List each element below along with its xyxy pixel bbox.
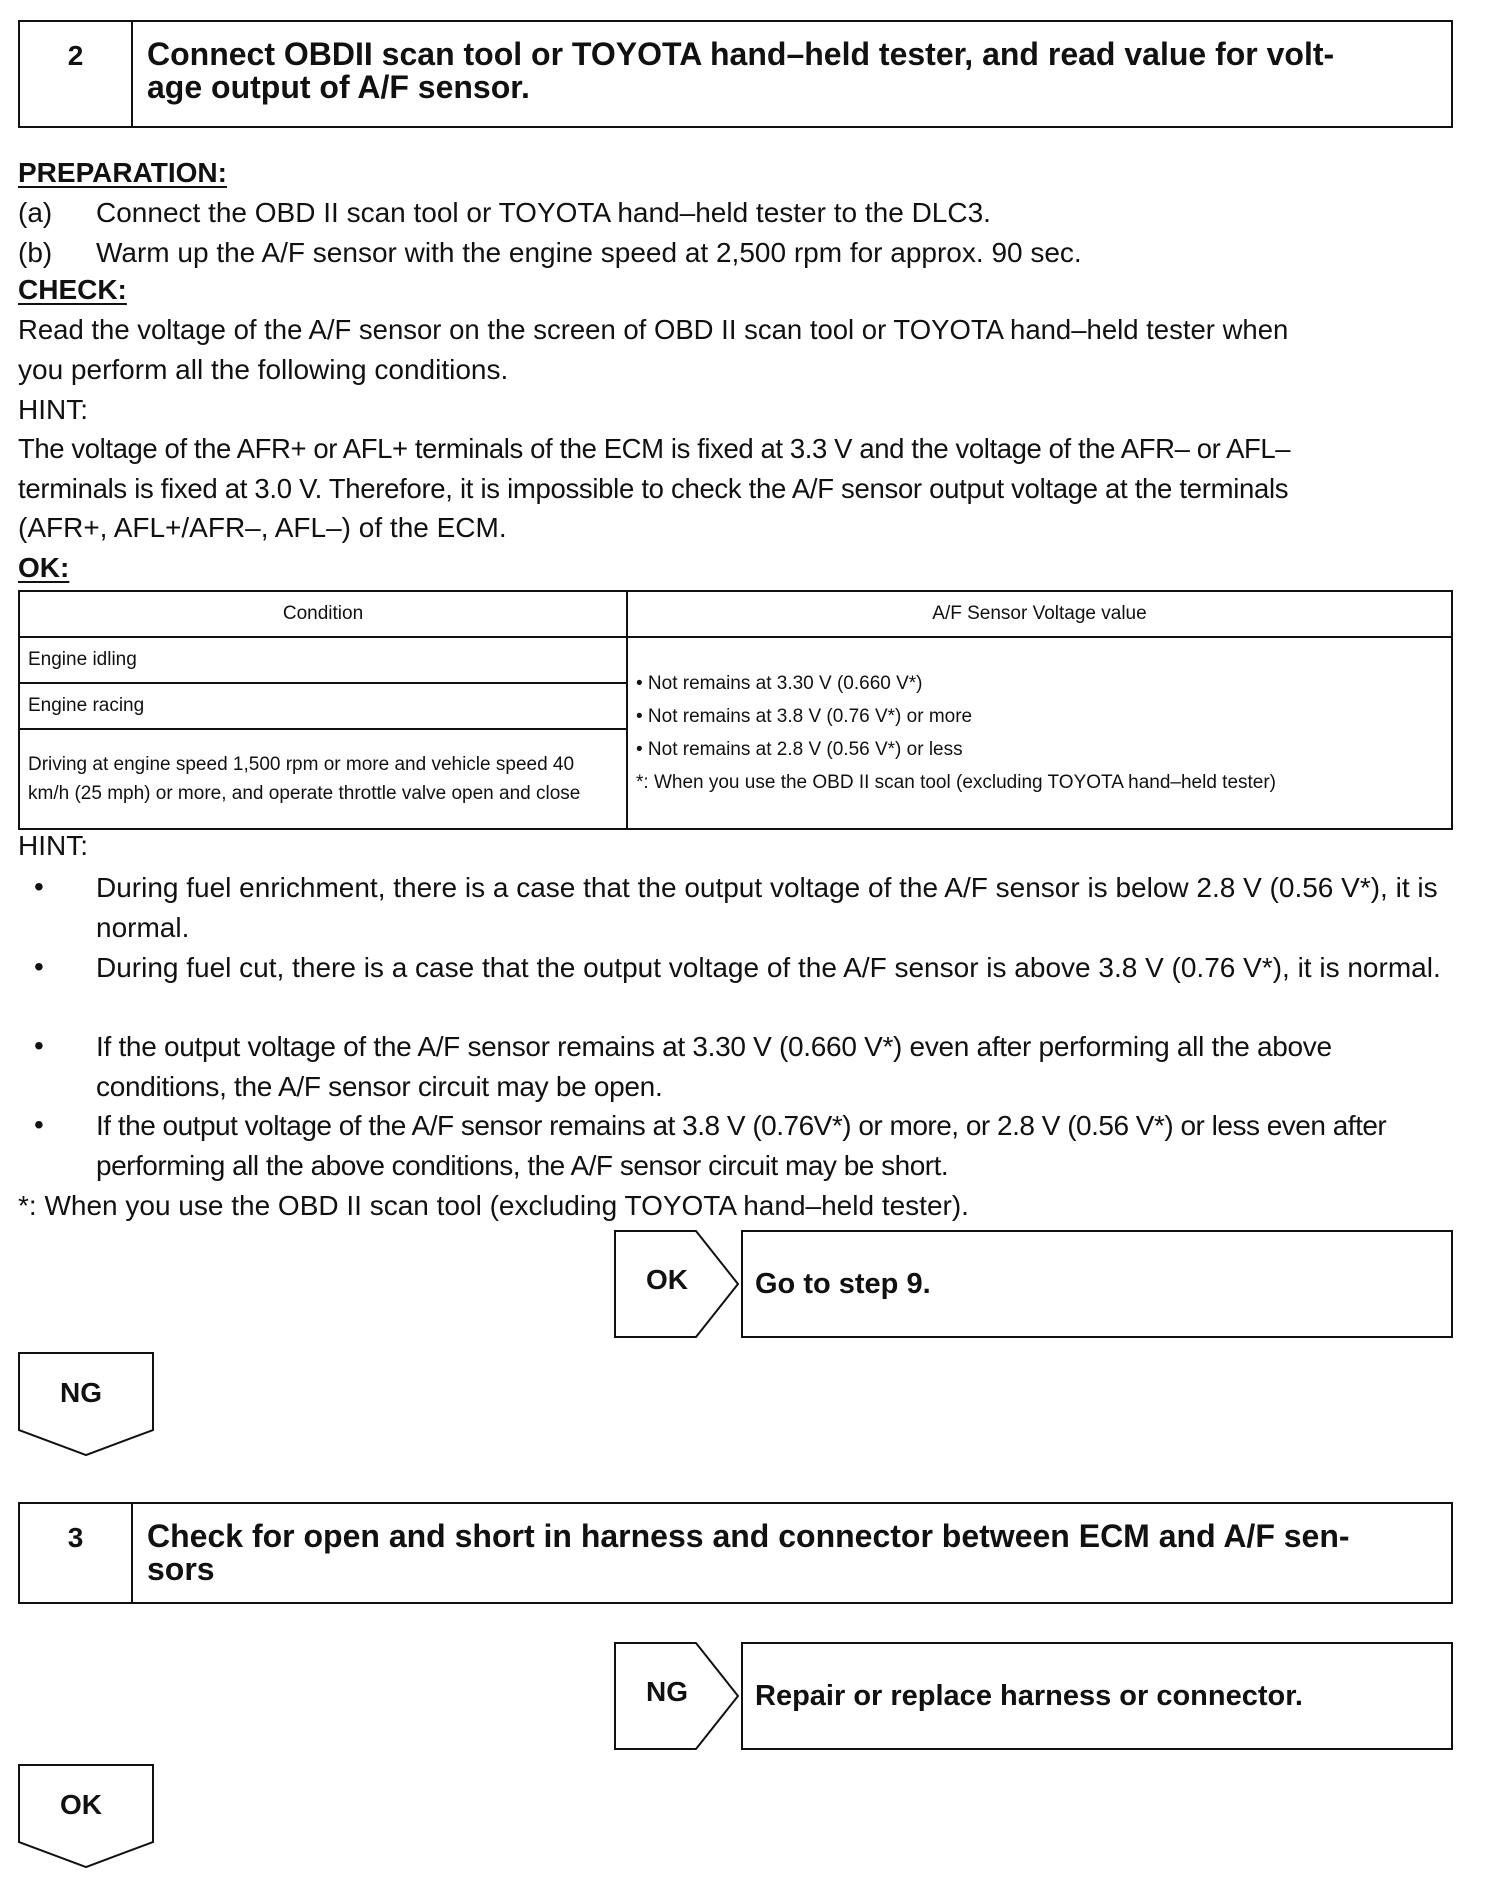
hint-line-1: The voltage of the AFR+ or AFL+ terminals of the ECM is fixed at 3.3 V and the voltage of the AFR– or AFL– — [18, 433, 1291, 464]
column-header-condition: Condition — [19, 591, 627, 637]
check-heading: CHECK: — [18, 274, 127, 305]
column-header-voltage: A/F Sensor Voltage value — [627, 591, 1452, 637]
hint-heading: HINT: — [18, 394, 88, 425]
prep-b-label: (b) — [18, 237, 53, 268]
step-title: Check for open and short in harness and connector between ECM and A/F sen- sors — [147, 1518, 1350, 1587]
condition-cell: Engine idling — [19, 637, 627, 683]
step-title: Connect OBDII scan tool or TOYOTA hand–held tester, and read value for volt- age output of A/F sensor. — [147, 36, 1335, 105]
check-line-1: Read the voltage of the A/F sensor on the screen of OBD II scan tool or TOYOTA hand–held tester when — [18, 314, 1289, 345]
hint2-heading: HINT: — [18, 830, 88, 861]
table-row — [19, 637, 1452, 683]
step-number: 3 — [20, 1504, 133, 1602]
prep-b-text: Warm up the A/F sensor with the engine speed at 2,500 rpm for approx. 90 sec. — [96, 237, 1082, 268]
check-line-2: you perform all the following conditions. — [18, 354, 509, 385]
result-repair-box: Repair or replace harness or connector. — [741, 1642, 1453, 1750]
result-go-to-step-box: Go to step 9. — [741, 1230, 1453, 1338]
hint-footnote: *: When you use the OBD II scan tool (excluding TOYOTA hand–held tester). — [18, 1190, 969, 1221]
hint-line-3: (AFR+, AFL+/AFR–, AFL–) of the ECM. — [18, 512, 507, 543]
bullet: • — [34, 951, 44, 982]
condition-cell: Driving at engine speed 1,500 rpm or more and vehicle speed 40 km/h (25 mph) or more, and operate throttle valve open and close — [19, 729, 627, 829]
table-header-row — [19, 591, 1452, 637]
prep-a-text: Connect the OBD II scan tool or TOYOTA hand–held tester to the DLC3. — [96, 197, 991, 228]
hint-line-2: terminals is fixed at 3.0 V. Therefore, it is impossible to check the A/F sensor output voltage at the terminals — [18, 473, 1289, 504]
result-ok-label: OK — [646, 1264, 688, 1295]
condition-cell: Engine racing — [19, 683, 627, 729]
hint-item: During fuel cut, there is a case that the output voltage of the A/F sensor is above 3.8 V (0.76 V*), it is normal. — [96, 952, 1441, 983]
ok-heading: OK: — [18, 552, 70, 583]
result-ng-label: NG — [646, 1676, 688, 1707]
prep-a-label: (a) — [18, 197, 53, 228]
bullet: • — [34, 871, 44, 902]
down-ng-label: NG — [60, 1377, 102, 1408]
hint-item: If the output voltage of the A/F sensor remains at 3.8 V (0.76V*) or more, or 2.8 V (0.56 V*) or less even after performing all the above conditions, the A/F sensor circuit may be short. — [96, 1110, 1387, 1181]
step-3-header — [18, 1502, 1453, 1604]
bullet: • — [34, 1109, 44, 1140]
voltage-value-cell: • Not remains at 3.30 V (0.660 V*) • Not remains at 3.8 V (0.76 V*) or more • Not remains at 2.8 V (0.56 V*) or less *: When you use the OBD II scan tool (excluding TOYOTA hand–held tester) — [627, 637, 1452, 829]
hint-item: If the output voltage of the A/F sensor remains at 3.30 V (0.660 V*) even after performing all the above conditions, the A/F sensor circuit may be open. — [96, 1031, 1332, 1102]
hint-item: During fuel enrichment, there is a case that the output voltage of the A/F sensor is below 2.8 V (0.56 V*), it is normal. — [96, 872, 1438, 943]
down-ok-label: OK — [60, 1789, 102, 1820]
step-2-header — [18, 20, 1453, 128]
preparation-heading: PREPARATION: — [18, 157, 227, 188]
step-number: 2 — [20, 22, 133, 126]
bullet: • — [34, 1030, 44, 1061]
ok-condition-table — [18, 590, 1453, 830]
